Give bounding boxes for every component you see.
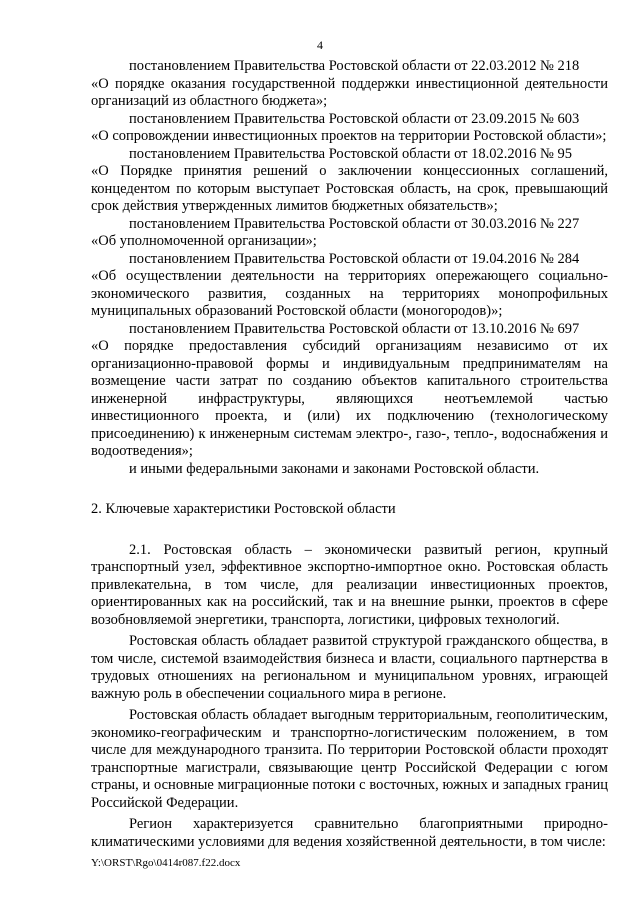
item-1 bbox=[91, 58, 608, 111]
item-lead: постановлением Правительства Ростовской области от 19.04.2016 № 284 bbox=[129, 250, 580, 267]
item-5 bbox=[91, 251, 608, 321]
item-text: «Об осуществлении деятельности на территориях опережающего социально-экономического развития, созданных на территориях монопрофильных муниципальных образований Ростовской области (моногородов)»; bbox=[91, 268, 608, 319]
paragraph-civil-society: Ростовская область обладает развитой структурой гражданского общества, в том числе, системой взаимодействия бизнеса и власти, социального партнерства в трудовых отношениях на региональном и муниципальном уровнях, играющей важную роль в обеспечении социального мира в регионе. bbox=[91, 633, 608, 702]
document-body bbox=[91, 58, 608, 851]
section-title: 2. Ключевые характеристики Ростовской области bbox=[91, 501, 396, 517]
paragraph-2-1: 2.1. Ростовская область – экономически развитый регион, крупный транспортный узел, эффективное экспортно-импортное окно. Ростовская область привлекательна, в том числе, для реализации инвестиционных проектов, ориентированных как на российский, так и на внешние рынки, проектов в сфере возобновляемой энергетики, транспорта, логистики, цифровых технологий. bbox=[91, 541, 608, 628]
item-3 bbox=[91, 146, 608, 216]
footer-file-path: Y:\ORST\Rgo\0414r087.f22.docx bbox=[91, 857, 241, 869]
closing-line: и иными федеральными законами и законами Ростовской области. bbox=[129, 460, 540, 477]
item-2 bbox=[91, 111, 608, 146]
item-lead: постановлением Правительства Ростовской области от 30.03.2016 № 227 bbox=[129, 215, 580, 232]
item-lead: постановлением Правительства Ростовской области от 18.02.2016 № 95 bbox=[129, 145, 572, 162]
item-text: «О сопровождении инвестиционных проектов на территории Ростовской области»; bbox=[91, 128, 607, 144]
item-text: «О порядке предоставления субсидий организациям независимо от их организационно-правовой формы и индивидуальным предпринимателям на возмещение части затрат по созданию объектов капитального строительства инженерной инфраструктуры, являющихся неотъемлемой частью инвестиционного проекта, и (или) их подключению (технологическому присоединению) к инженерным системам электро-, газо-, тепло-, водоснабжения и водоотведения»; bbox=[91, 338, 608, 459]
item-6 bbox=[91, 321, 608, 461]
item-text: «О порядке оказания государственной поддержки инвестиционной деятельности организаций из областного бюджета»; bbox=[91, 75, 608, 109]
paragraph-geography: Ростовская область обладает выгодным территориальным, геополитическим, экономико-географическим и транспортно-логистическим положением, в том числе для международного транзита. По территории Ростовской области проходят транспортные магистрали, связывающие центр Российской Федерации с югом страны, и основные миграционные потоки с восточных, южных и западных границ Российской Федерации. bbox=[91, 707, 608, 811]
item-lead: постановлением Правительства Ростовской области от 13.10.2016 № 697 bbox=[129, 320, 580, 337]
item-text: «Об уполномоченной организации»; bbox=[91, 233, 317, 249]
item-lead: постановлением Правительства Ростовской области от 22.03.2012 № 218 bbox=[129, 58, 580, 74]
item-4 bbox=[91, 216, 608, 251]
paragraph-climate: Регион характеризуется сравнительно благоприятными природно-климатическими условиями для ведения хозяйственной деятельности, в том числе: bbox=[91, 816, 608, 850]
item-text: «О Порядке принятия решений о заключении концессионных соглашений, концедентом по которым выступает Ростовская область, на срок, превышающий срок действия утвержденных лимитов бюджетных обязательств»; bbox=[91, 163, 608, 214]
page-number: 4 bbox=[317, 38, 323, 52]
item-lead: постановлением Правительства Ростовской области от 23.09.2015 № 603 bbox=[129, 110, 580, 127]
